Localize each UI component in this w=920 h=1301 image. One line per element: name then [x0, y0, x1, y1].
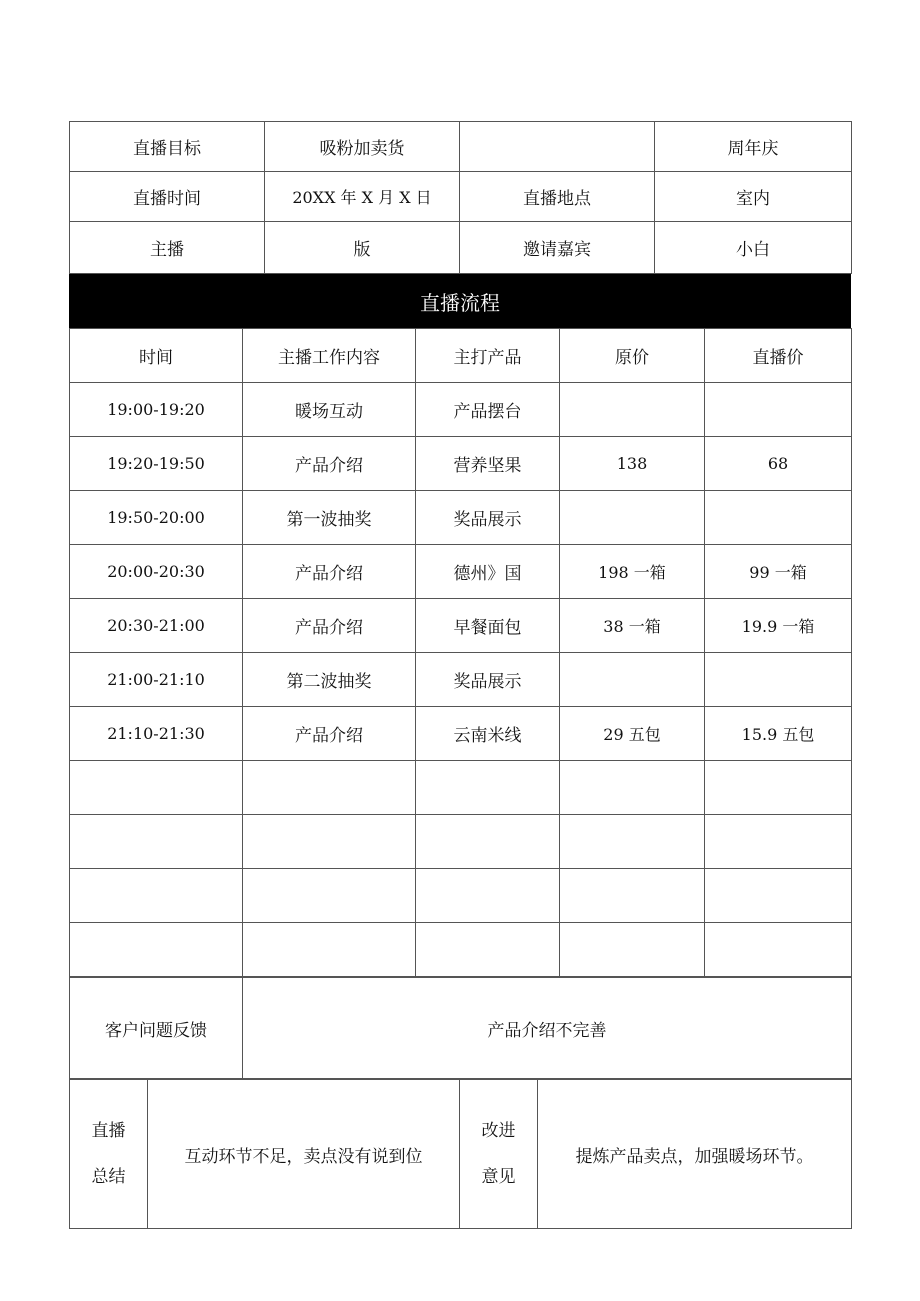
- summary-value: 互动环节不足，卖点没有说到位: [148, 1080, 460, 1229]
- cell-host-work: [243, 815, 416, 869]
- flow-row: [70, 599, 852, 653]
- cell-host-work: [243, 923, 416, 977]
- time-value: 20XX 年 X 月 X 日: [265, 172, 460, 222]
- flow-row: [70, 761, 852, 815]
- cell-host-work: 第一波抽奖: [243, 491, 416, 545]
- cell-live-price: 19.9 一箱: [705, 599, 852, 653]
- cell-host-work: 产品介绍: [243, 437, 416, 491]
- summary-label-line2: 总结: [91, 1167, 126, 1187]
- cell-host-work: 产品介绍: [243, 599, 416, 653]
- cell-product: 德州》国: [416, 545, 560, 599]
- cell-live-price: [705, 815, 852, 869]
- cell-product: [416, 869, 560, 923]
- header-product: 主打产品: [416, 329, 560, 383]
- feedback-table: [69, 977, 852, 1079]
- cell-time: 20:30-21:00: [70, 599, 243, 653]
- time-label: 直播时间: [70, 172, 265, 222]
- cell-live-price: [705, 869, 852, 923]
- flow-row: [70, 383, 852, 437]
- cell-live-price: [705, 491, 852, 545]
- flow-row: [70, 653, 852, 707]
- cell-original-price: [560, 491, 705, 545]
- flow-row: [70, 707, 852, 761]
- flow-row: [70, 869, 852, 923]
- cell-host-work: 产品介绍: [243, 707, 416, 761]
- cell-product: [416, 815, 560, 869]
- cell-original-price: [560, 869, 705, 923]
- cell-original-price: 138: [560, 437, 705, 491]
- cell-time: [70, 815, 243, 869]
- header-host-work: 主播工作内容: [243, 329, 416, 383]
- header-time: 时间: [70, 329, 243, 383]
- guest-value: 小白: [655, 222, 852, 274]
- summary-table: [69, 1079, 852, 1229]
- host-label: 主播: [70, 222, 265, 274]
- guest-label: 邀请嘉宾: [460, 222, 655, 274]
- cell-original-price: [560, 653, 705, 707]
- cell-product: 奖品展示: [416, 491, 560, 545]
- flow-row: [70, 923, 852, 977]
- flow-row: [70, 545, 852, 599]
- cell-original-price: [560, 923, 705, 977]
- improve-label-line2: 意见: [481, 1167, 516, 1187]
- place-label: 直播地点: [460, 172, 655, 222]
- cell-time: 21:10-21:30: [70, 707, 243, 761]
- theme-value: 周年庆: [655, 122, 852, 172]
- info-row-time: [70, 172, 852, 222]
- improve-label-line1: 改进: [481, 1121, 516, 1141]
- summary-label: [70, 1080, 148, 1229]
- cell-live-price: [705, 761, 852, 815]
- flow-banner: 直播流程: [70, 275, 851, 328]
- place-value: 室内: [655, 172, 852, 222]
- cell-time: 20:00-20:30: [70, 545, 243, 599]
- cell-time: 19:50-20:00: [70, 491, 243, 545]
- cell-original-price: 38 一箱: [560, 599, 705, 653]
- flow-table: [69, 328, 852, 977]
- cell-time: 21:00-21:10: [70, 653, 243, 707]
- cell-live-price: 99 一箱: [705, 545, 852, 599]
- cell-time: 19:20-19:50: [70, 437, 243, 491]
- live-plan-sheet: [69, 121, 851, 1229]
- improve-value: 提炼产品卖点，加强暖场环节。: [538, 1080, 852, 1229]
- cell-host-work: 第二波抽奖: [243, 653, 416, 707]
- cell-live-price: [705, 923, 852, 977]
- cell-host-work: [243, 761, 416, 815]
- cell-host-work: 产品介绍: [243, 545, 416, 599]
- goal-value: 吸粉加卖货: [265, 122, 460, 172]
- host-value: 版: [265, 222, 460, 274]
- info-row-host: [70, 222, 852, 274]
- cell-live-price: 68: [705, 437, 852, 491]
- flow-header-row: [70, 329, 852, 383]
- summary-label-line1: 直播: [91, 1121, 126, 1141]
- cell-live-price: 15.9 五包: [705, 707, 852, 761]
- cell-time: [70, 761, 243, 815]
- feedback-label: 客户问题反馈: [70, 978, 243, 1079]
- cell-original-price: [560, 761, 705, 815]
- cell-time: 19:00-19:20: [70, 383, 243, 437]
- cell-product: 产品摆台: [416, 383, 560, 437]
- cell-product: 云南米线: [416, 707, 560, 761]
- cell-time: [70, 869, 243, 923]
- header-live-price: 直播价: [705, 329, 852, 383]
- cell-product: 早餐面包: [416, 599, 560, 653]
- cell-original-price: 29 五包: [560, 707, 705, 761]
- info-row-goal: [70, 122, 852, 172]
- cell-live-price: [705, 653, 852, 707]
- cell-original-price: [560, 383, 705, 437]
- feedback-value: 产品介绍不完善: [243, 978, 852, 1079]
- banner-table: [69, 274, 851, 328]
- cell-live-price: [705, 383, 852, 437]
- cell-product: [416, 761, 560, 815]
- info-table: [69, 121, 852, 274]
- theme-label: [460, 122, 655, 172]
- cell-product: 营养坚果: [416, 437, 560, 491]
- cell-host-work: [243, 869, 416, 923]
- flow-row: [70, 815, 852, 869]
- goal-label: 直播目标: [70, 122, 265, 172]
- cell-product: 奖品展示: [416, 653, 560, 707]
- flow-row: [70, 437, 852, 491]
- flow-row: [70, 491, 852, 545]
- cell-original-price: 198 一箱: [560, 545, 705, 599]
- cell-time: [70, 923, 243, 977]
- cell-product: [416, 923, 560, 977]
- header-original-price: 原价: [560, 329, 705, 383]
- improve-label: [460, 1080, 538, 1229]
- cell-original-price: [560, 815, 705, 869]
- cell-host-work: 暖场互动: [243, 383, 416, 437]
